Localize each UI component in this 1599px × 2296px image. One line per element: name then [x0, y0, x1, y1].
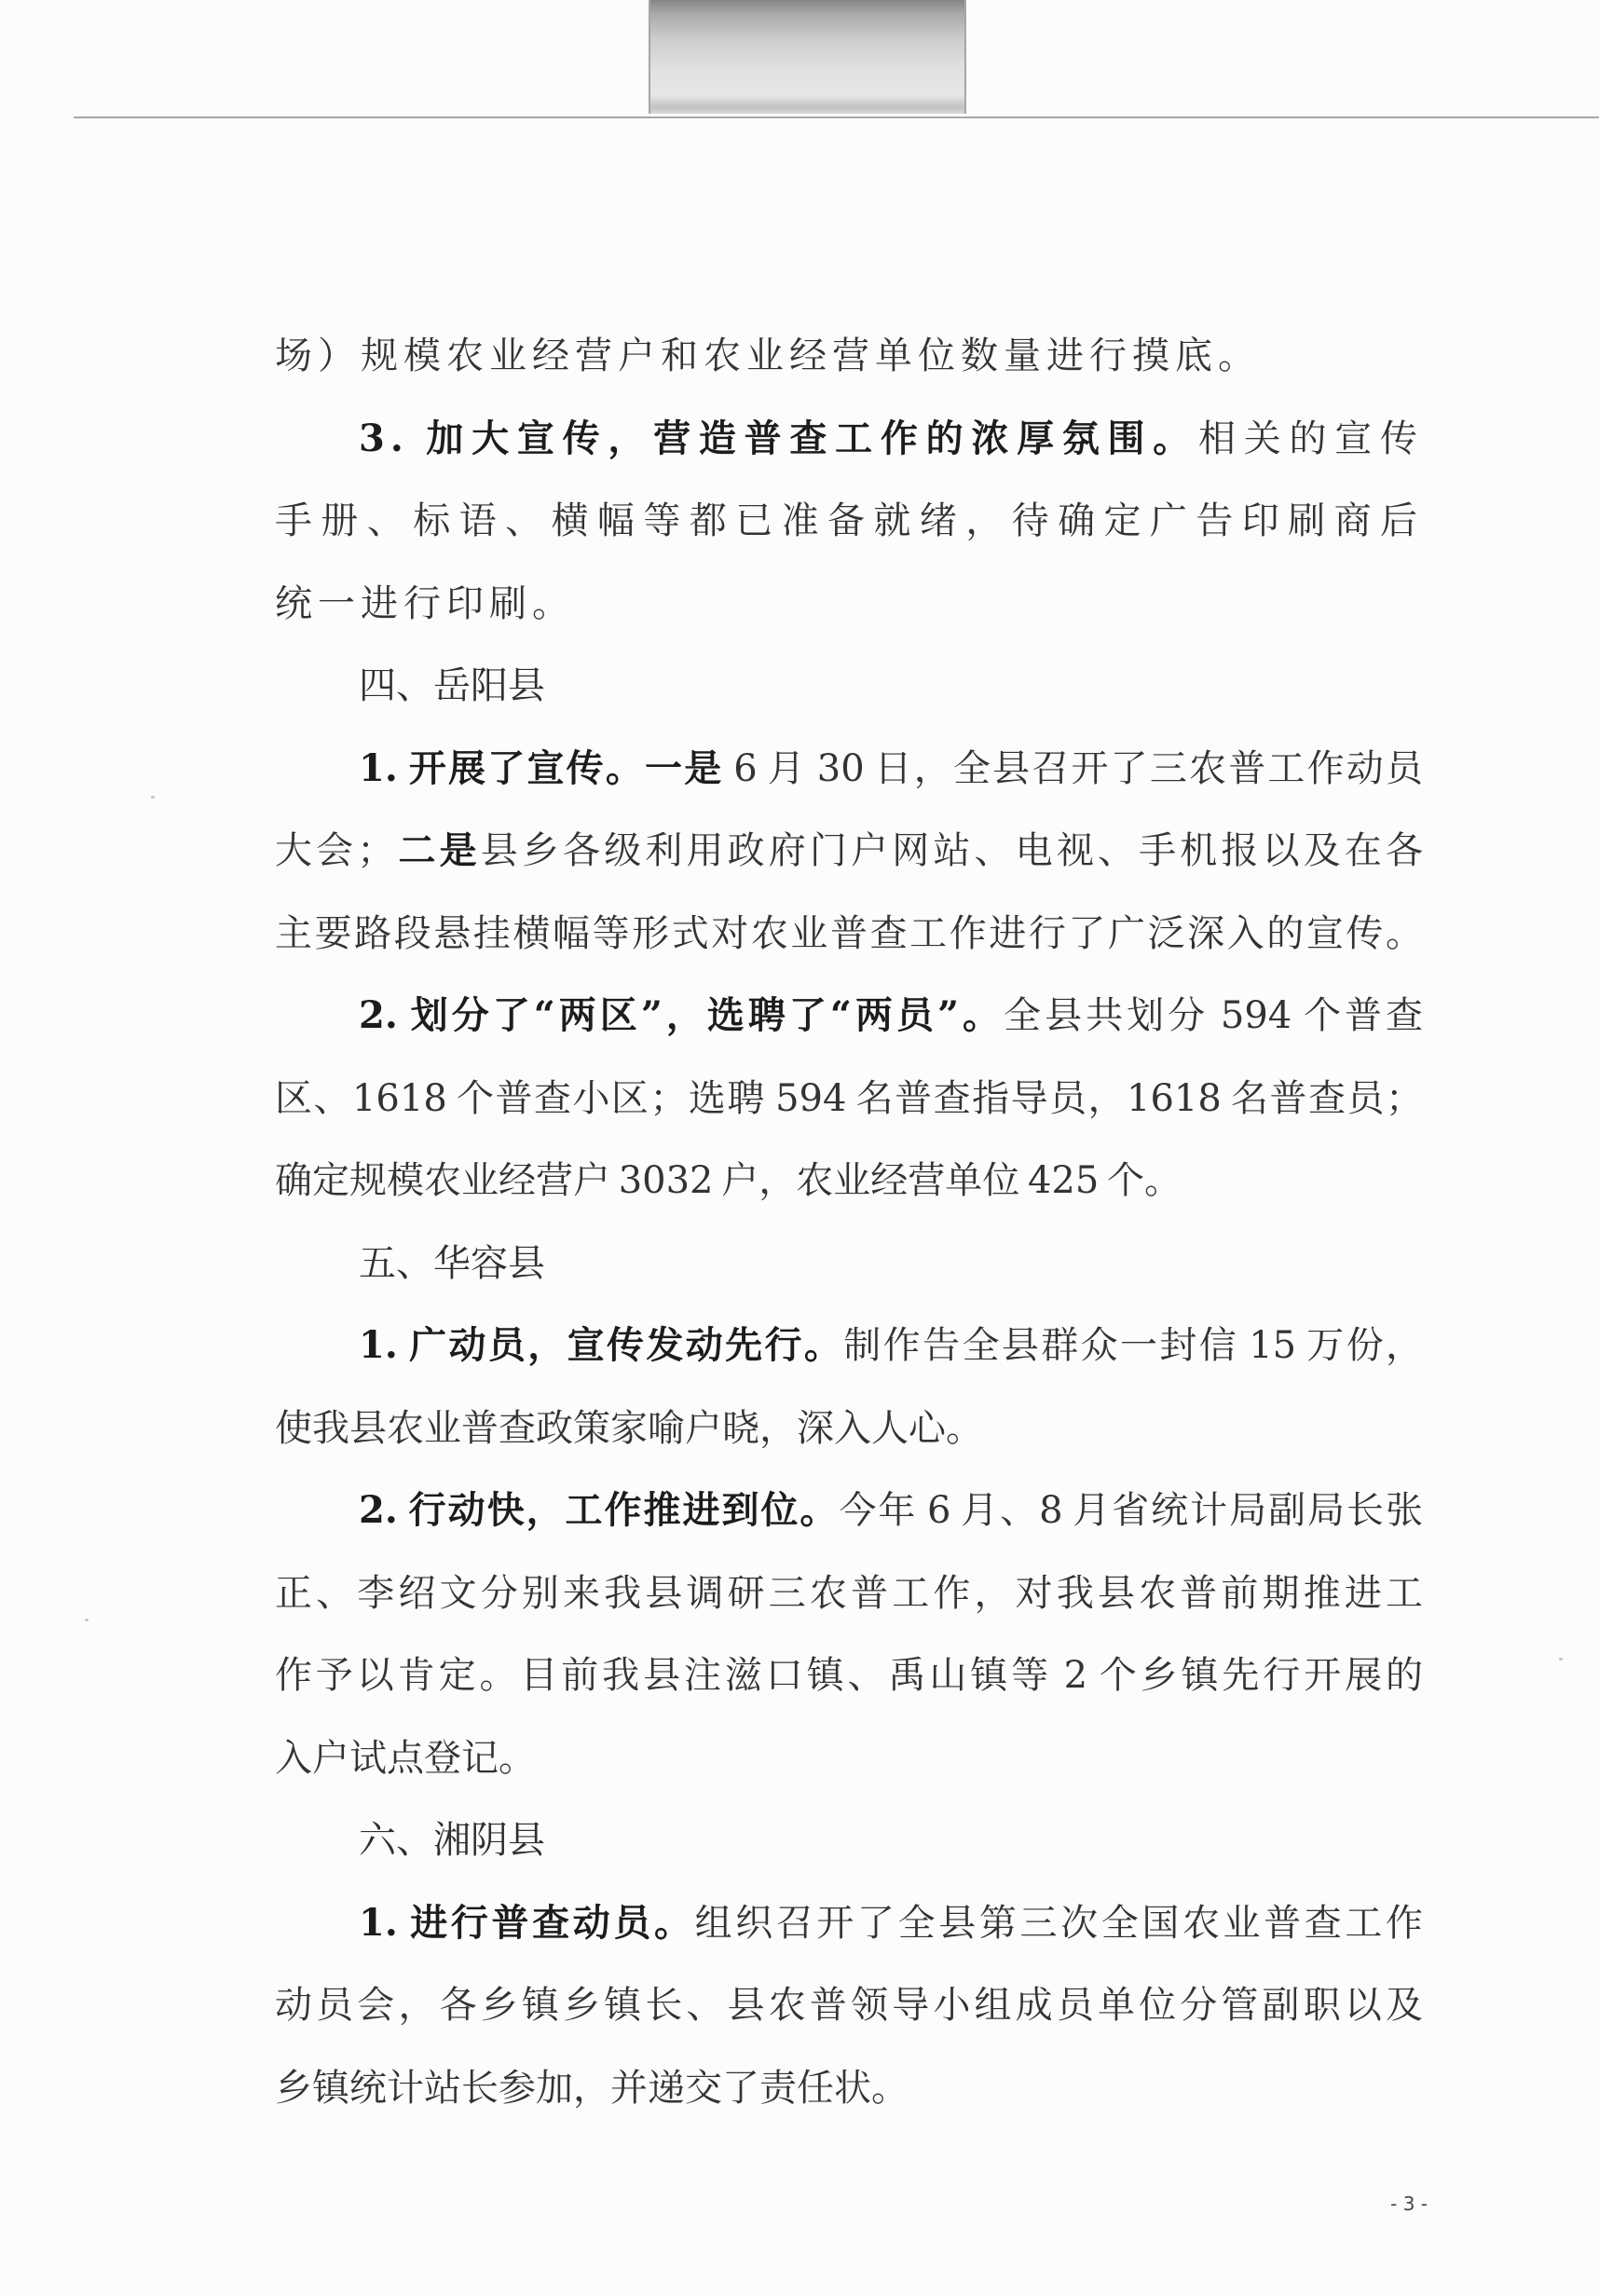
- text-line: [275, 315, 1423, 398]
- text-run: 入户试点登记。: [275, 1736, 536, 1780]
- paragraph: [275, 975, 1423, 1223]
- scan-speck: [85, 1619, 89, 1621]
- text-run: 正、李绍文分别来我县调研三农普工作，对我县农普前期推进工: [275, 1571, 1423, 1615]
- text-run: 全县共划分 594 个普查: [1004, 994, 1423, 1037]
- item-title: 2. 划分了“两区”，选聘了“两员”。: [359, 993, 1004, 1037]
- text-run: 动员会，各乡镇乡镇长、县农普领导小组成员单位分管副职以及: [275, 1984, 1423, 2027]
- text-line: [275, 1964, 1423, 2047]
- text-line: [275, 810, 1423, 893]
- text-run: 统一进行印刷。: [275, 581, 575, 625]
- text-run: 大会；: [275, 829, 395, 872]
- text-run: 县乡各级利用政府门户网站、电视、手机报以及在各: [480, 829, 1424, 872]
- text-line: [275, 1387, 1423, 1470]
- section-heading: 五、华容县: [359, 1241, 545, 1285]
- paragraph: [275, 398, 1423, 646]
- paragraph: [275, 1305, 1423, 1469]
- text-line: [275, 1634, 1423, 1717]
- item-title: 1. 进行普查动员。: [359, 1900, 695, 1945]
- text-line: [275, 1305, 1423, 1387]
- text-run: 确定规模农业经营户 3032 户，农业经营单位 425 个。: [275, 1159, 1182, 1202]
- item-title: 3. 加大宣传，营造普查工作的浓厚氛围。: [359, 416, 1199, 460]
- text-line: [275, 1717, 1423, 1800]
- header-rule: [74, 116, 1599, 118]
- section-heading: 四、岳阳县: [359, 664, 545, 707]
- paragraph: [275, 315, 1423, 398]
- paragraph: [275, 1469, 1423, 1799]
- text-run: 使我县农业普查政策家喻户晓，深入人心。: [275, 1406, 983, 1450]
- text-run: 相关的宣传: [1198, 417, 1423, 460]
- scan-speck: [151, 796, 155, 799]
- text-line: [275, 563, 1423, 646]
- text-run: 制作告全县群众一封信 15 万份，: [843, 1324, 1424, 1367]
- text-line: [275, 2047, 1423, 2130]
- text-line: [275, 1058, 1423, 1141]
- text-run: 6 月 30 日，全县召开了三农普工作动员: [723, 746, 1423, 790]
- text-line: [275, 398, 1423, 481]
- item-title: 2. 行动快，工作推进到位。: [359, 1488, 840, 1532]
- text-line: [275, 893, 1423, 976]
- text-run: 手册、标语、横幅等都已准备就绪，待确定广告印刷商后: [275, 499, 1423, 542]
- text-line: [275, 728, 1423, 811]
- text-run: 区、1618 个普查小区；选聘 594 名普查指导员，1618 名普查员；: [275, 1076, 1423, 1120]
- section-huarong: [275, 1223, 1423, 1800]
- text-run: 组织召开了全县第三次全国农业普查工作: [694, 1901, 1424, 1945]
- text-line: [275, 975, 1423, 1058]
- section-yueyang: [275, 645, 1423, 1223]
- scanner-artifact: [649, 0, 966, 114]
- text-line: [275, 1469, 1423, 1552]
- section-heading: 六、湘阴县: [359, 1819, 545, 1862]
- page-number: - 3 -: [1390, 2193, 1428, 2215]
- emphasis-run: 二是: [394, 828, 481, 872]
- text-run: 作予以肯定。目前我县注滋口镇、禹山镇等 2 个乡镇先行开展的: [275, 1654, 1423, 1697]
- text-line: [275, 480, 1423, 563]
- document-body: [275, 315, 1423, 2129]
- text-run: 场）规模农业经营户和农业经营单位数量进行摸底。: [275, 335, 1261, 377]
- scan-speck: [1559, 1658, 1563, 1660]
- text-line: [275, 1552, 1423, 1635]
- text-run: 乡镇统计站长参加，并递交了责任状。: [275, 2066, 909, 2110]
- text-line: [275, 1140, 1423, 1223]
- section-continuation: [275, 315, 1423, 645]
- paragraph: [275, 1882, 1423, 2130]
- text-line: [275, 1882, 1423, 1965]
- section-xiangyin: [275, 1799, 1423, 2129]
- text-run: 今年 6 月、8 月省统计局副局长张: [839, 1489, 1423, 1532]
- item-title: 1. 广动员，宣传发动先行。: [359, 1323, 844, 1367]
- paragraph: [275, 728, 1423, 976]
- item-title: 1. 开展了宣传。一是: [359, 745, 724, 790]
- text-run: 主要路段悬挂横幅等形式对农业普查工作进行了广泛深入的宣传。: [275, 911, 1423, 955]
